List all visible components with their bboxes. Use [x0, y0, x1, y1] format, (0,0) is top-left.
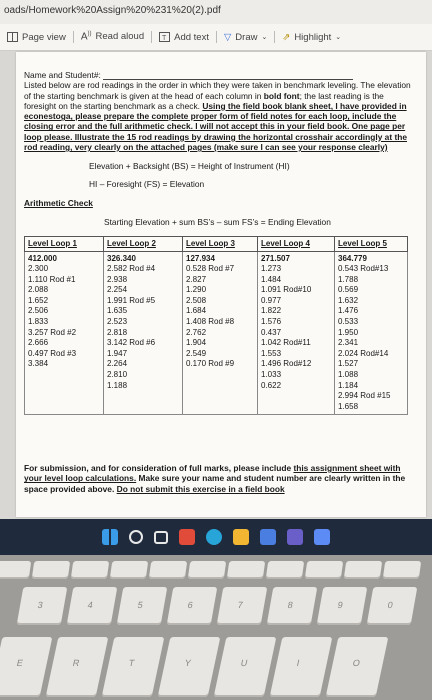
table-cell: 1.635 [107, 306, 128, 316]
table-cell: 2.523 [107, 317, 128, 327]
table-cell: 1.950 [338, 327, 359, 337]
table-cell: 2.818 [107, 327, 128, 337]
read-aloud-button[interactable]: A)) Read aloud [80, 31, 145, 43]
file-explorer-icon[interactable] [233, 529, 249, 545]
keyboard-key[interactable]: 3 [17, 587, 68, 625]
table-cell: 1.833 [28, 317, 49, 327]
table-cell: 1.273 [261, 264, 282, 274]
table-cell: 1.576 [261, 317, 282, 327]
table-cell: 1.991 Rod #5 [107, 295, 156, 305]
edge-browser-icon[interactable] [206, 529, 222, 545]
table-cell: 3.142 Rod #6 [107, 338, 156, 348]
table-cell: 2.666 [28, 338, 49, 348]
table-cell: 1.484 [261, 274, 282, 284]
keyboard-key[interactable]: 9 [317, 587, 368, 625]
table-cell: 2.549 [186, 348, 207, 358]
table-cell: 1.652 [28, 295, 49, 305]
read-aloud-icon: A)) [80, 31, 92, 43]
column-header: Level Loop 2 [104, 236, 183, 251]
table-cell: 271.507 [261, 253, 290, 263]
add-text-icon [159, 32, 170, 42]
table-cell: 1.042 Rod#11 [261, 338, 311, 348]
search-icon[interactable] [129, 530, 143, 544]
url-text: oads/Homework%20Assign%20%231%20(2).pdf [4, 5, 221, 16]
keyboard-key[interactable]: Y [158, 637, 221, 697]
keyboard-key[interactable] [227, 561, 266, 579]
column-header: Level Loop 3 [183, 236, 258, 251]
table-cell: 0.977 [261, 295, 282, 305]
table-cell: 2.508 [186, 295, 207, 305]
table-cell: 0.497 Rod #3 [28, 348, 77, 358]
table-cell: 1.184 [338, 380, 359, 390]
table-cell: 1.904 [186, 338, 207, 348]
settings-app-icon[interactable] [314, 529, 330, 545]
keyboard-key[interactable]: 7 [217, 587, 268, 625]
table-cell: 364.779 [338, 253, 367, 263]
table-cell: 1.290 [186, 285, 207, 295]
formula-elevation: HI – Foresight (FS) = Elevation [89, 179, 205, 190]
table-cell: 1.088 [338, 370, 359, 380]
table-cell: 0.543 Rod#13 [338, 264, 389, 274]
chevron-down-icon[interactable]: ⌄ [335, 34, 342, 41]
keyboard-key[interactable]: I [270, 637, 333, 697]
table-cell: 0.533 [338, 317, 359, 327]
laptop-keyboard [0, 555, 432, 700]
submission-note: For submission, and for consideration of full marks, please include this assignment sheet with your level loop calculations. Make sure your name and student number are clearly written in the space provided above. Do not submit this exercise in a field book [24, 463, 406, 494]
keyboard-key[interactable]: 8 [267, 587, 318, 625]
keyboard-key[interactable]: 0 [367, 587, 418, 625]
keyboard-key[interactable] [110, 561, 149, 579]
table-cell: 1.553 [261, 348, 282, 358]
keyboard-key[interactable] [344, 561, 383, 579]
document-body [24, 70, 416, 415]
table-cell: 2.762 [186, 327, 207, 337]
page-view-icon [7, 32, 18, 42]
teams-icon[interactable] [287, 529, 303, 545]
column-header: Level Loop 5 [335, 236, 408, 251]
formula-hi: Elevation + Backsight (BS) = Height of Instrument (HI) [89, 160, 290, 171]
table-cell: 326.340 [107, 253, 136, 263]
table-cell: 0.437 [261, 327, 282, 337]
keyboard-key[interactable]: 6 [167, 587, 218, 625]
table-cell: 1.788 [338, 274, 359, 284]
media-app-icon[interactable] [179, 529, 195, 545]
table-cell: 2.088 [28, 285, 49, 295]
table-cell: 1.822 [261, 306, 282, 316]
keyboard-key[interactable] [266, 561, 305, 579]
table-cell: 1.091 Rod#10 [261, 285, 312, 295]
column-header: Level Loop 1 [25, 236, 104, 251]
add-text-button[interactable]: T Add text [152, 32, 216, 43]
level-loop-table [24, 236, 408, 416]
keyboard-key[interactable]: 4 [67, 587, 118, 625]
name-blank-line [103, 71, 353, 80]
table-cell: 1.658 [338, 401, 359, 411]
keyboard-key[interactable] [32, 561, 71, 579]
table-column-cell [258, 251, 335, 415]
name-field: Name and Student#: [24, 70, 416, 80]
keyboard-key[interactable]: T [102, 637, 165, 697]
windows-taskbar [0, 519, 432, 555]
table-cell: 2.582 Rod #4 [107, 264, 156, 274]
task-view-icon[interactable] [154, 531, 168, 544]
table-cell: 2.300 [28, 264, 49, 274]
table-column-cell [25, 251, 104, 415]
keyboard-key[interactable] [383, 561, 422, 579]
keyboard-key[interactable]: E [0, 637, 52, 697]
table-cell: 2.024 Rod#14 [338, 348, 389, 358]
page-view-button[interactable]: Page view [0, 32, 73, 43]
pdf-page [16, 52, 426, 517]
keyboard-key[interactable]: U [214, 637, 277, 697]
table-cell: 1.632 [338, 295, 359, 305]
keyboard-key[interactable] [188, 561, 227, 579]
highlight-icon: ⇗ [282, 31, 291, 43]
table-cell: 1.947 [107, 348, 128, 358]
table-column-cell [335, 251, 408, 415]
table-cell: 2.264 [107, 359, 128, 369]
address-bar[interactable] [0, 0, 432, 24]
table-cell: 2.254 [107, 285, 128, 295]
table-cell: 1.408 Rod #8 [186, 317, 235, 327]
windows-start-icon[interactable] [102, 529, 118, 545]
table-cell: 1.033 [261, 370, 282, 380]
table-cell: 0.569 [338, 285, 359, 295]
arithmetic-check-heading: Arithmetic Check [24, 198, 93, 209]
table-cell: 2.810 [107, 370, 128, 380]
draw-icon: ▽ [223, 31, 232, 43]
instructions-paragraph: Listed below are rod readings in the order in which they were taken in benchmark leveling. The elevation of the starting benchmark is given at the head of each column in bold font; the last reading is the foresight on the starting benchmark as a check. Using the field book blank sheet, I have provided in econestoga, please prepare the complete proper form of field notes for each loop, include the closing error and the full arithmetic check. I will not accept this in your field book. One page per loop please. Illustrate the 15 rod readings by drawing the horizontal crosshair accordingly at the rod reading, very clearly on the attached pages (make sure I can see your response clearly) [24, 80, 411, 153]
table-cell: 2.994 Rod #15 [338, 391, 391, 401]
table-cell: 1.188 [107, 380, 128, 390]
table-cell: 2.341 [338, 338, 359, 348]
svg-text:T: T [162, 35, 167, 42]
table-cell: 1.527 [338, 359, 359, 369]
table-cell: 0.170 Rod #9 [186, 359, 235, 369]
table-cell: 1.684 [186, 306, 207, 316]
pdf-toolbar [0, 24, 432, 51]
keyboard-key[interactable] [149, 561, 188, 579]
table-cell: 2.506 [28, 306, 49, 316]
table-row [25, 251, 408, 415]
arithmetic-check-formula: Starting Elevation + sum BS’s – sum FS’s = Ending Elevation [104, 216, 331, 227]
draw-button[interactable]: ▽ Draw ⌄ [223, 31, 268, 43]
table-cell: 0.528 Rod #7 [186, 264, 235, 274]
keyboard-key[interactable] [71, 561, 110, 579]
table-column-cell [183, 251, 258, 415]
table-cell: 2.827 [186, 274, 207, 284]
table-cell: 3.384 [28, 359, 49, 369]
table-column-cell [104, 251, 183, 415]
keyboard-key[interactable]: O [326, 637, 389, 697]
table-cell: 2.938 [107, 274, 128, 284]
table-cell: 1.476 [338, 306, 359, 316]
table-cell: 127.934 [186, 253, 215, 263]
keyboard-key[interactable] [0, 561, 31, 579]
table-cell: 1.496 Rod#12 [261, 359, 312, 369]
keyboard-key[interactable]: 5 [117, 587, 168, 625]
highlight-button[interactable]: ⇗ Highlight ⌄ [282, 31, 342, 43]
table-cell: 412.000 [28, 253, 57, 263]
keyboard-key[interactable]: R [46, 637, 109, 697]
table-cell: 1.110 Rod #1 [28, 274, 76, 284]
column-header: Level Loop 4 [258, 236, 335, 251]
table-header-row [25, 236, 408, 251]
chevron-down-icon[interactable]: ⌄ [261, 34, 268, 41]
table-cell: 0.622 [261, 380, 282, 390]
store-icon[interactable] [260, 529, 276, 545]
keyboard-key[interactable] [305, 561, 344, 579]
table-cell: 3.257 Rod #2 [28, 327, 77, 337]
